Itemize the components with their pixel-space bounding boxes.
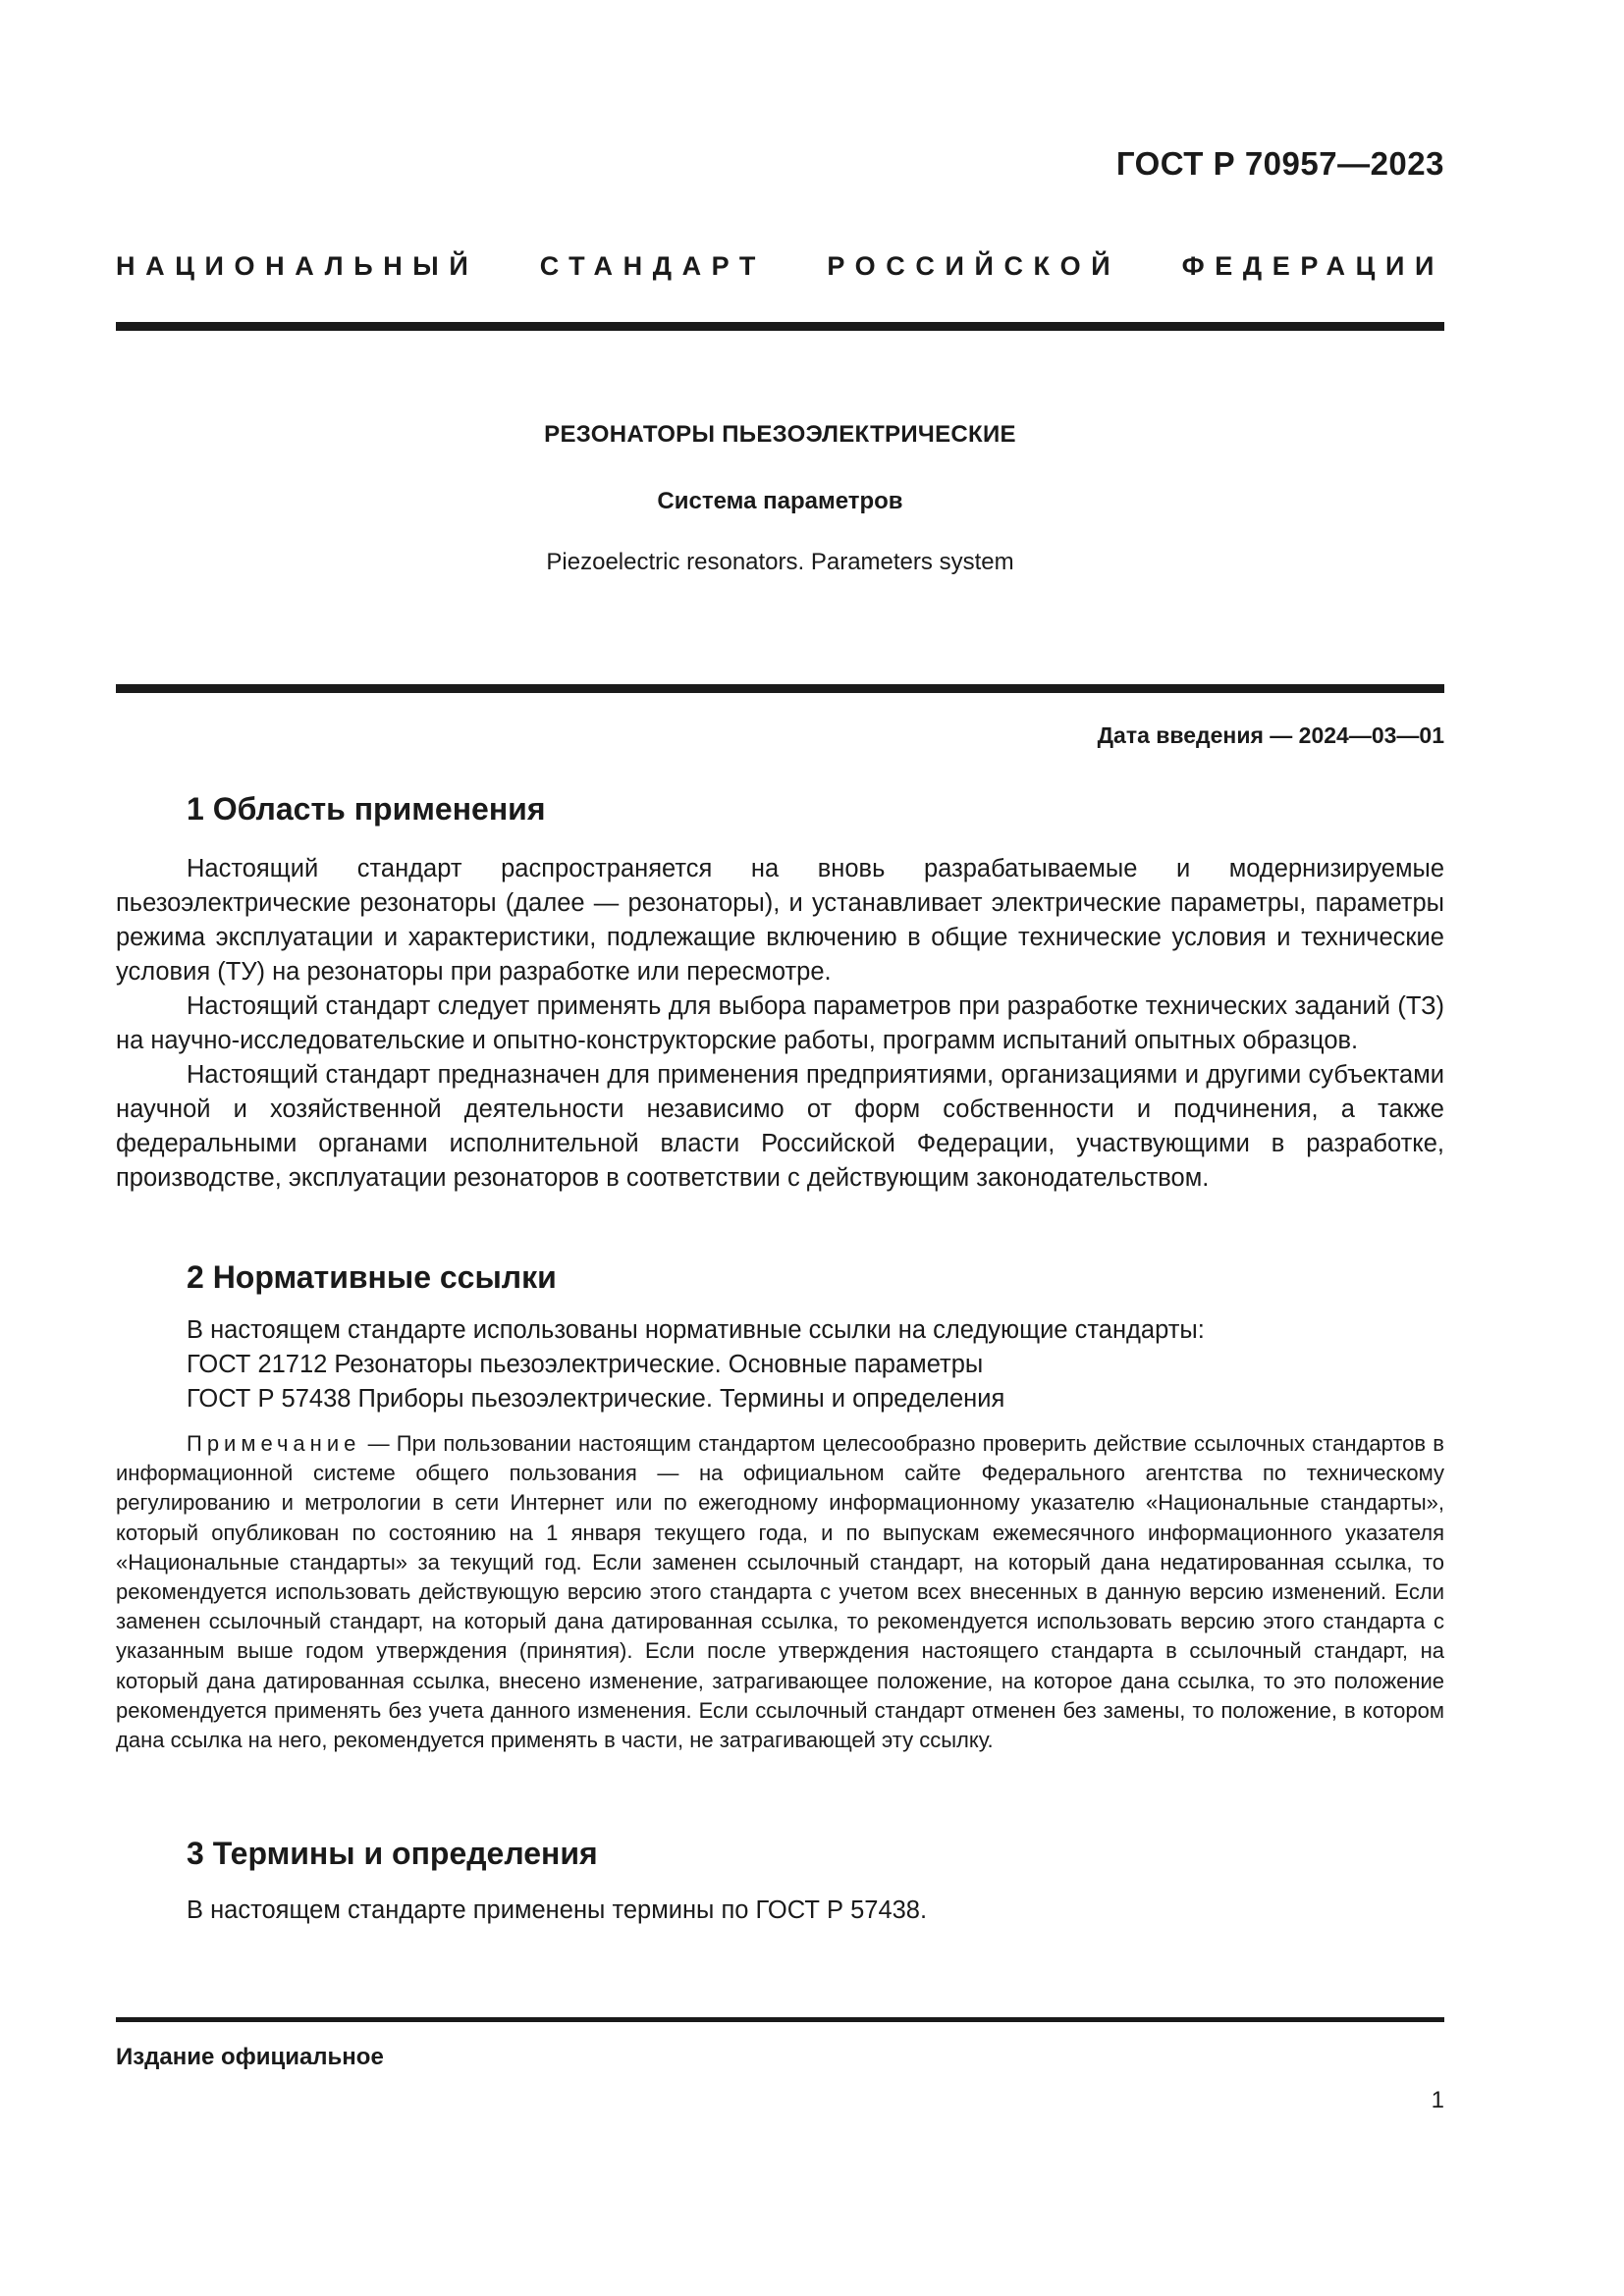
paragraph: Настоящий стандарт следует применять для выбора параметров при разработке технических заданий (ТЗ) на научно-исследовательские и опытно-конструкторские работы, программ испытаний опытных образцов.	[116, 992, 1444, 1054]
references-intro: В настоящем стандарте использованы нормативные ссылки на следующие стандарты:	[187, 1316, 1205, 1344]
section-heading-terms: 3 Термины и определения	[187, 1836, 598, 1871]
reference-item: ГОСТ Р 57438 Приборы пьезоэлектрические. Термины и определения	[187, 1385, 1005, 1413]
document-title-english: Piezoelectric resonators. Parameters system	[546, 549, 1014, 575]
document-subtitle: Система параметров	[657, 488, 903, 514]
official-edition-label: Издание официальное	[116, 2044, 384, 2070]
title-divider	[116, 684, 1444, 693]
terms-text: В настоящем стандарте применены термины по ГОСТ Р 57438.	[187, 1896, 928, 1924]
reference-item: ГОСТ 21712 Резонаторы пьезоэлектрические. Основные параметры	[187, 1351, 984, 1378]
paragraph: Настоящий стандарт распространяется на вновь разрабатываемые и модернизируемые пьезоэлектрические резонаторы (далее — резонаторы), и устанавливает электрические параметры, параметры режима эксплуатации и характеристики, подлежащие включению в общие технические условия и технические условия (ТУ) на резонаторы при разработке или пересмотре.	[116, 855, 1444, 986]
note-paragraph	[116, 1429, 1444, 1755]
top-divider	[116, 322, 1444, 331]
paragraph: Настоящий стандарт предназначен для применения предприятиями, организациями и другими субъектами научной и хозяйственной деятельности независимо от форм собственности и подчинения, а также федеральными органами исполнительной власти Российской Федерации, участвующими в разработке, производстве, эксплуатации резонаторов в соответствии с действующим законодательством.	[116, 1061, 1444, 1192]
section-heading-references: 2 Нормативные ссылки	[187, 1259, 557, 1295]
document-code: ГОСТ Р 70957—2023	[1115, 145, 1444, 182]
page-number: 1	[1431, 2087, 1444, 2113]
references-list	[187, 1313, 1205, 1416]
note-label: Примечание	[187, 1431, 361, 1456]
section-heading-scope: 1 Область применения	[187, 791, 546, 827]
introduction-date: Дата введения — 2024—03—01	[1097, 722, 1444, 748]
note-text: — При пользовании настоящим стандартом целесообразно проверить действие ссылочных стандартов в информационной системе общего пользования — на официальном сайте Федерального агентства по техническому регулированию и метрологии в сети Интернет или по ежегодному информационному указателю «Национальные стандарты», который опубликован по состоянию на 1 января текущего года, и по выпускам ежемесячного информационного указателя «Национальные стандарты» за текущий год. Если заменен ссылочный стандарт, на который дана недатированная ссылка, то рекомендуется использовать действующую версию этого стандарта с учетом всех внесенных в данную версию изменений. Если заменен ссылочный стандарт, на который дана датированная ссылка, то рекомендуется использовать версию этого стандарта с указанным выше годом утверждения (принятия). Если после утверждения настоящего стандарта в ссылочный стандарт, на который дана датированная ссылка, внесено изменение, затрагивающее положение, на которое дана ссылка, то это положение рекомендуется применять без учета данного изменения. Если ссылочный стандарт отменен без замены, то положение, в котором дана ссылка на него, рекомендуется применять в части, не затрагивающей эту ссылку.	[116, 1431, 1444, 1753]
section-scope-body	[116, 852, 1444, 1196]
national-standard-title: НАЦИОНАЛЬНЫЙ СТАНДАРТ РОССИЙСКОЙ ФЕДЕРАЦИИ	[116, 251, 1444, 281]
footer-divider	[116, 2017, 1444, 2022]
references-note	[116, 1429, 1444, 1755]
document-title: РЕЗОНАТОРЫ ПЬЕЗОЭЛЕКТРИЧЕСКИЕ	[544, 421, 1016, 448]
